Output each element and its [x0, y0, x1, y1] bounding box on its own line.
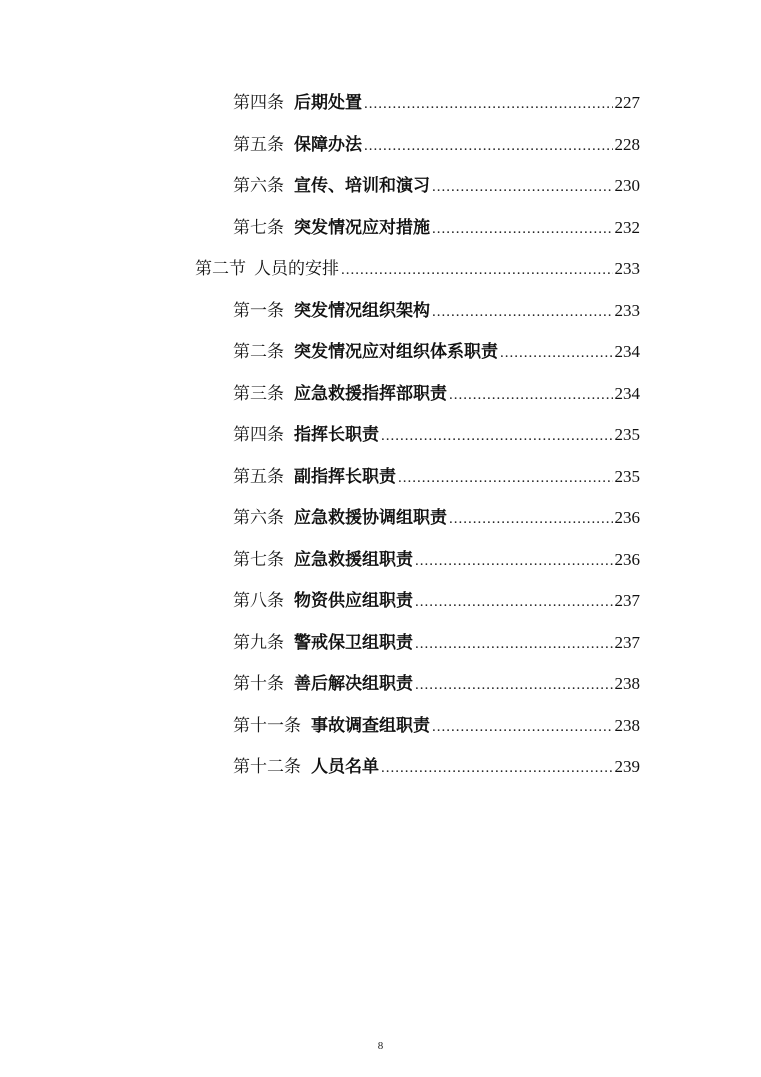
toc-dot-leader — [432, 172, 613, 201]
toc-entry-number: 第二条 — [233, 342, 284, 362]
toc-entry-number: 第九条 — [233, 632, 284, 653]
toc-entry-number: 第七条 — [233, 217, 284, 238]
toc-entry-page: 227 — [614, 93, 640, 112]
toc-entry[interactable] — [233, 171, 640, 201]
toc-dot-leader — [432, 712, 613, 741]
toc-entry-title: 善后解决组职责 — [294, 674, 413, 694]
toc-dot-leader — [500, 338, 613, 367]
toc-entry-number: 第七条 — [233, 549, 284, 570]
toc-entry-title: 人员的安排 — [254, 259, 339, 279]
toc-entry-number: 第五条 — [233, 466, 284, 487]
toc-entry[interactable] — [233, 337, 640, 367]
toc-dot-leader — [415, 670, 613, 699]
toc-dot-leader — [398, 463, 613, 492]
toc-entry-page: 238 — [614, 674, 640, 693]
toc-dot-leader — [449, 504, 613, 533]
toc-entry-title: 人员名单 — [311, 757, 379, 777]
toc-entry-number: 第一条 — [233, 300, 284, 321]
toc-entry-number: 第六条 — [233, 176, 284, 196]
toc-entry[interactable] — [233, 462, 640, 492]
toc-entry-number: 第二节 — [195, 259, 246, 279]
toc-entry-title: 突发情况组织架构 — [294, 300, 430, 321]
toc-entry-title: 突发情况应对措施 — [294, 217, 430, 238]
toc-entry-page: 228 — [614, 134, 640, 154]
toc-dot-leader — [415, 546, 613, 575]
toc-entry-title: 后期处置 — [294, 93, 362, 113]
toc-entry[interactable] — [233, 213, 640, 243]
toc-entry-title: 保障办法 — [294, 134, 362, 155]
toc-entry-number: 第五条 — [233, 134, 284, 155]
toc-entry-number: 第十条 — [233, 674, 284, 694]
toc-entry[interactable] — [233, 711, 640, 741]
toc-entry-page: 238 — [614, 715, 640, 735]
toc-entry[interactable] — [233, 752, 640, 782]
toc-entry-number: 第六条 — [233, 508, 284, 528]
toc-dot-leader — [364, 89, 613, 118]
toc-entry-page: 235 — [614, 466, 640, 486]
toc-entry[interactable] — [233, 379, 640, 409]
toc-entry-title: 事故调查组职责 — [311, 715, 430, 736]
toc-entry-number: 第四条 — [233, 425, 284, 445]
toc-dot-leader — [432, 297, 613, 326]
toc-dot-leader — [415, 629, 613, 658]
toc-entry-title: 宣传、培训和演习 — [294, 176, 430, 196]
toc-entry-title: 应急救援协调组职责 — [294, 508, 447, 528]
toc-entry[interactable] — [233, 296, 640, 326]
toc-entry-page: 233 — [614, 259, 640, 278]
toc-dot-leader — [432, 214, 613, 243]
toc-entry-page: 233 — [614, 300, 640, 320]
toc-entry-title: 突发情况应对组织体系职责 — [294, 342, 498, 362]
toc-dot-leader — [415, 587, 613, 616]
toc-entry-page: 236 — [614, 549, 640, 569]
toc-entry-page: 235 — [614, 425, 640, 444]
toc-entry[interactable] — [233, 420, 640, 450]
toc-entry-title: 副指挥长职责 — [294, 466, 396, 487]
toc-entry[interactable] — [233, 628, 640, 658]
page-number: 8 — [377, 1040, 384, 1052]
toc-entry[interactable] — [233, 545, 640, 575]
toc-entry-page: 232 — [614, 217, 640, 237]
toc-entry-page: 230 — [614, 176, 640, 195]
toc-entry-number: 第十一条 — [233, 715, 301, 736]
toc-entry-page: 237 — [614, 591, 640, 610]
toc-entry-page: 237 — [614, 632, 640, 652]
toc-entry[interactable] — [233, 130, 640, 160]
toc-entry-title: 应急救援组职责 — [294, 549, 413, 570]
toc-entry-number: 第八条 — [233, 591, 284, 611]
toc-entry[interactable] — [233, 586, 640, 616]
toc-entry-title: 指挥长职责 — [294, 425, 379, 445]
toc-dot-leader — [381, 421, 613, 450]
toc-entry-number: 第三条 — [233, 383, 284, 404]
toc-entry-number: 第十二条 — [233, 757, 301, 777]
toc-entry-page: 234 — [614, 342, 640, 361]
toc-entry-number: 第四条 — [233, 93, 284, 113]
toc-entry-title: 警戒保卫组职责 — [294, 632, 413, 653]
toc-entry-title: 应急救援指挥部职责 — [294, 383, 447, 404]
toc-entry-page: 239 — [614, 757, 640, 776]
toc-entry[interactable] — [233, 88, 640, 118]
toc-entry-page: 234 — [614, 383, 640, 403]
toc-dot-leader — [449, 380, 613, 409]
toc-dot-leader — [381, 753, 613, 782]
toc-dot-leader — [341, 255, 613, 284]
toc-entry-page: 236 — [614, 508, 640, 527]
toc-dot-leader — [364, 131, 613, 160]
toc-entry[interactable] — [233, 503, 640, 533]
toc-section-entry[interactable] — [195, 254, 640, 284]
toc-entry-title: 物资供应组职责 — [294, 591, 413, 611]
toc-entry[interactable] — [233, 669, 640, 699]
